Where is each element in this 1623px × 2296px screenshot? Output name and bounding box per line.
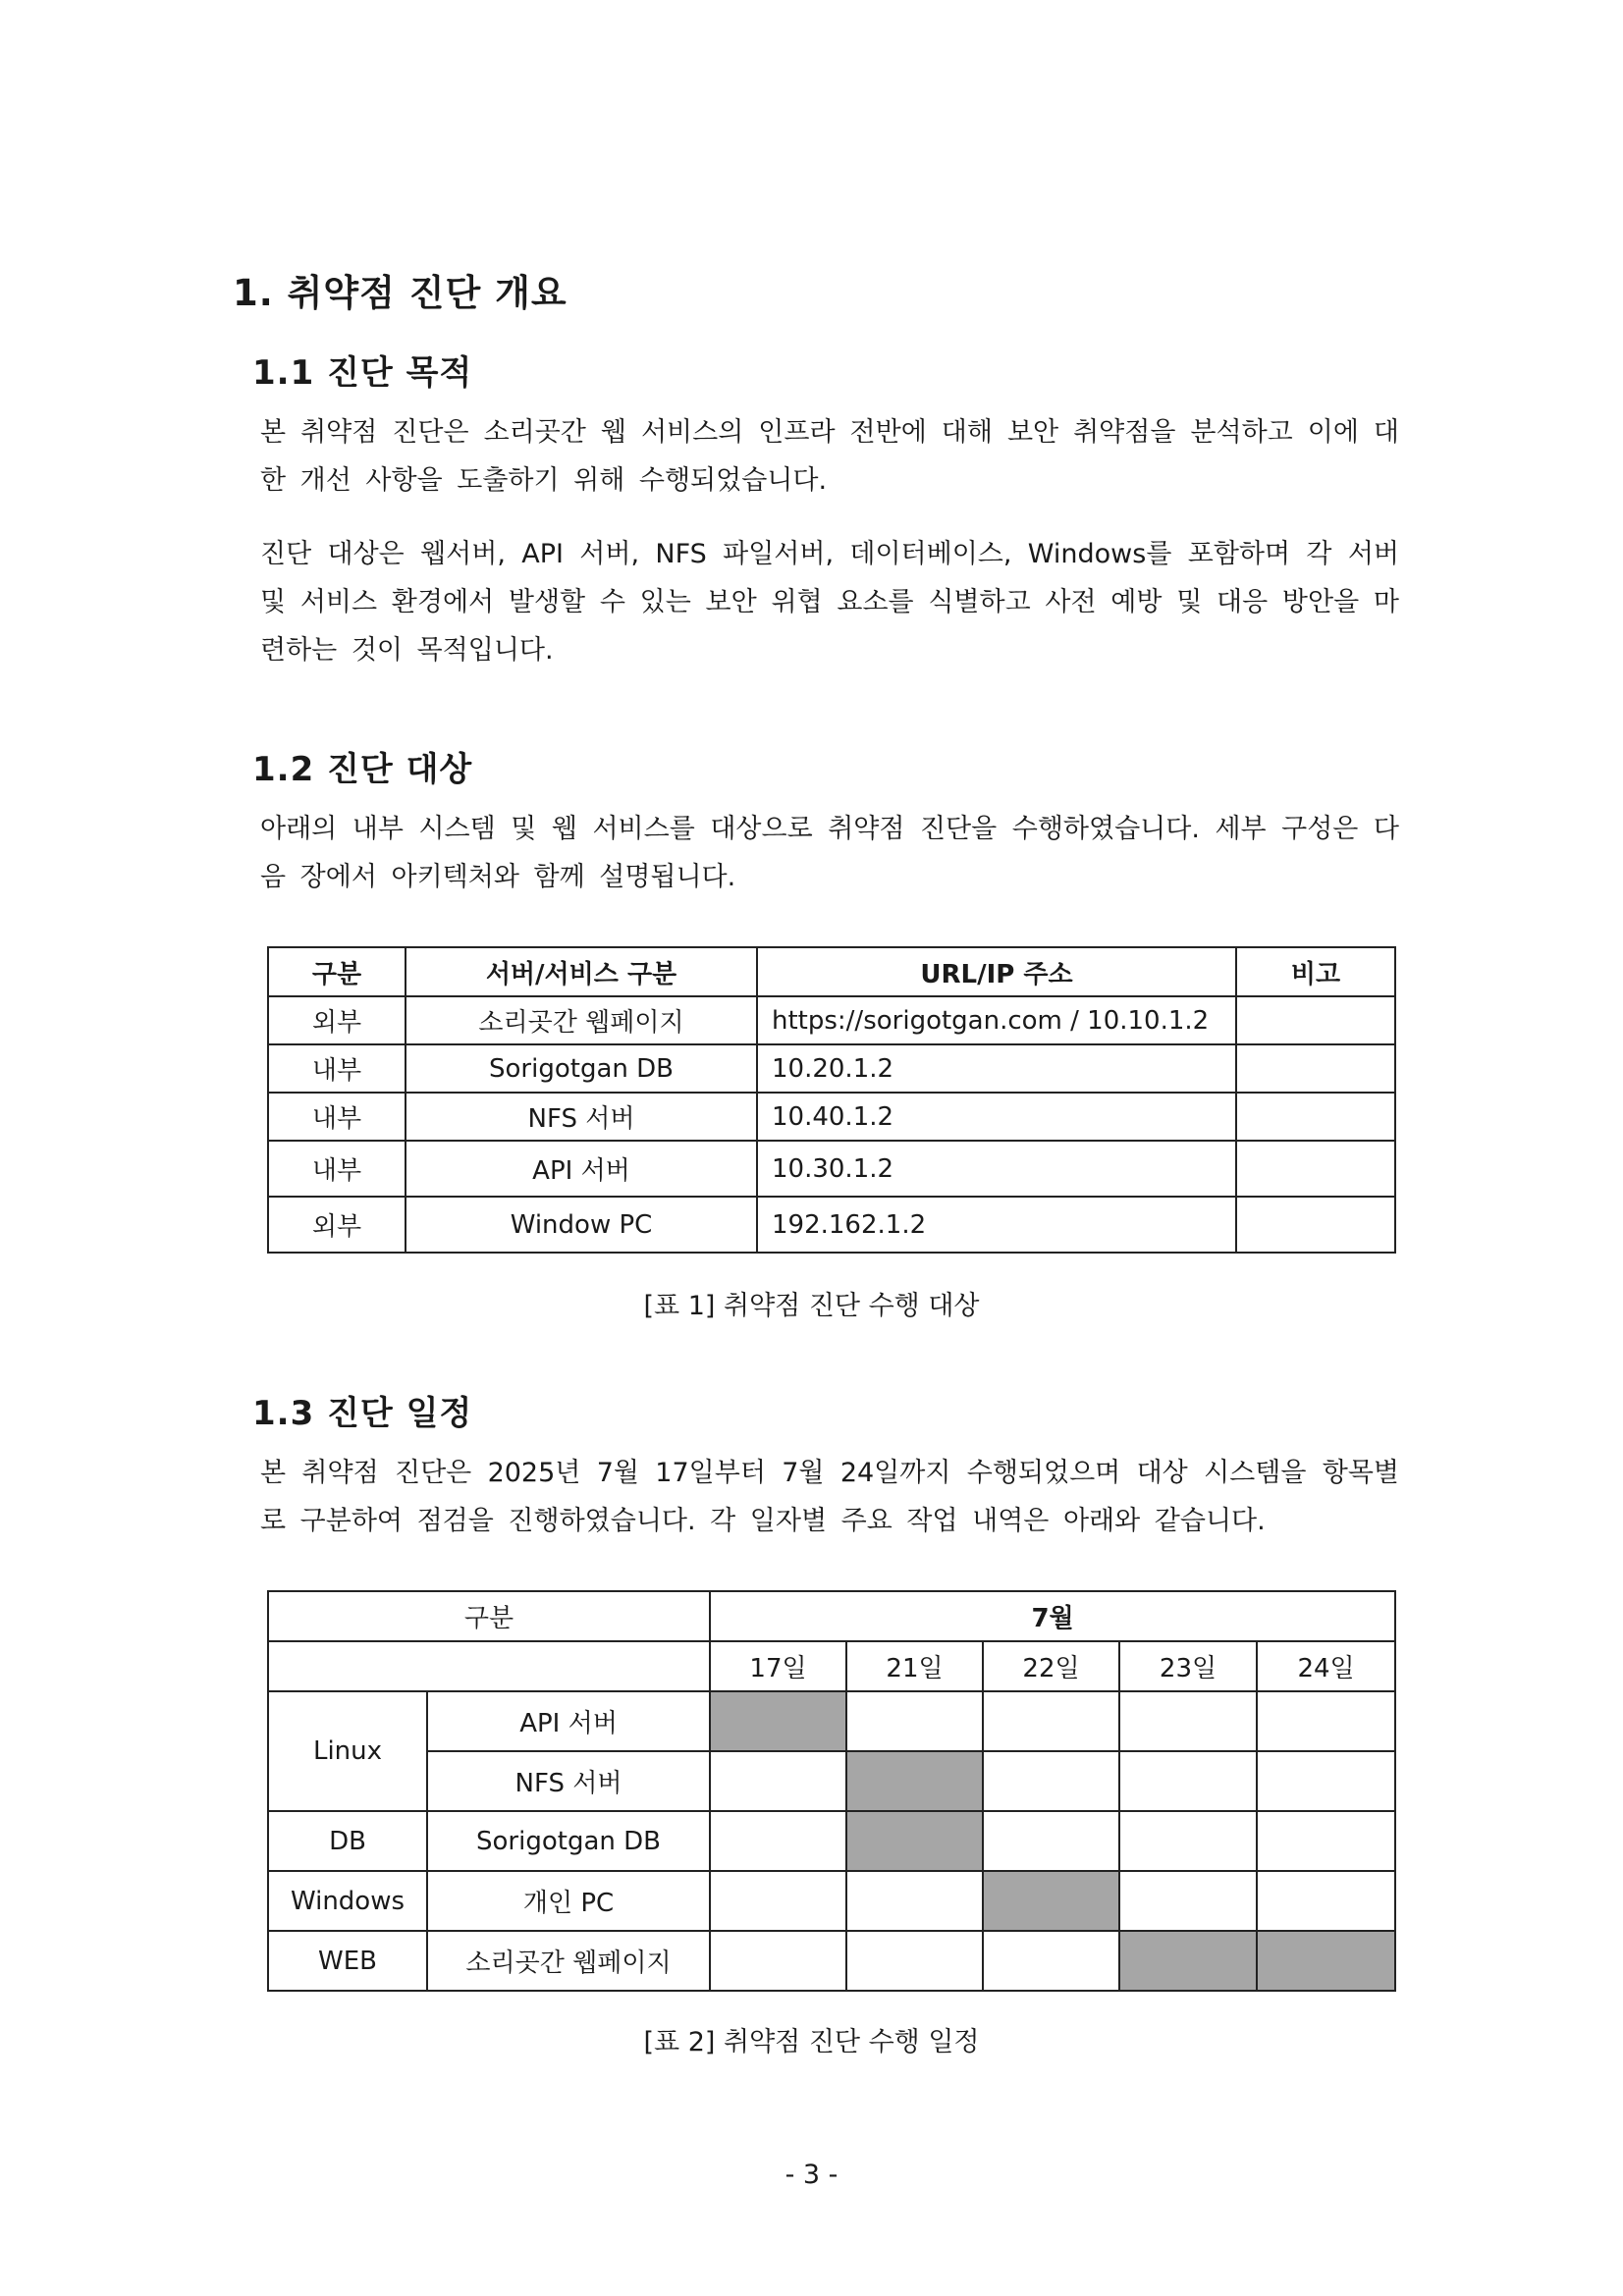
schedule-cell [1257, 1751, 1395, 1811]
schedule-cell [983, 1931, 1119, 1991]
table-row [268, 1093, 1395, 1141]
group-cell: Windows [268, 1871, 427, 1931]
day-cell: 22일 [983, 1641, 1119, 1691]
cell-note [1236, 1093, 1395, 1141]
section-title: 1. 취약점 진단 개요 [233, 272, 568, 314]
target-table [267, 946, 1396, 1254]
day-cell: 24일 [1257, 1641, 1395, 1691]
group-cell: Linux [268, 1691, 427, 1811]
table-caption-2: [표 2] 취약점 진단 수행 일정 [643, 2027, 980, 2057]
schedule-cell [1119, 1751, 1257, 1811]
schedule-row [268, 1931, 1395, 1991]
cell-service: API 서버 [406, 1141, 757, 1197]
schedule-cell [1119, 1931, 1257, 1991]
schedule-cell [710, 1811, 846, 1871]
cell-service: Sorigotgan DB [406, 1044, 757, 1093]
header-url: URL/IP 주소 [757, 947, 1236, 996]
schedule-empty-cell [268, 1641, 710, 1691]
schedule-cell [1119, 1811, 1257, 1871]
cell-category: 외부 [268, 1197, 406, 1253]
cell-service: NFS 서버 [406, 1093, 757, 1141]
schedule-header-category: 구분 [268, 1591, 710, 1641]
cell-category: 외부 [268, 996, 406, 1044]
schedule-cell [710, 1871, 846, 1931]
cell-note [1236, 1141, 1395, 1197]
subsection-title-targets: 1.2 진단 대상 [252, 750, 473, 789]
day-cell: 21일 [846, 1641, 983, 1691]
schedule-cell [1257, 1871, 1395, 1931]
header-note: 비고 [1236, 947, 1395, 996]
schedule-table [267, 1590, 1396, 1992]
schedule-row [268, 1811, 1395, 1871]
cell-url: 10.20.1.2 [757, 1044, 1236, 1093]
schedule-row [268, 1751, 1395, 1811]
cell-url: 10.30.1.2 [757, 1141, 1236, 1197]
item-cell: 개인 PC [427, 1871, 710, 1931]
schedule-cell [710, 1931, 846, 1991]
group-cell: WEB [268, 1931, 427, 1991]
schedule-header-month: 7월 [710, 1591, 1395, 1641]
cell-note [1236, 996, 1395, 1044]
schedule-cell [1257, 1691, 1395, 1751]
schedule-cell [983, 1871, 1119, 1931]
cell-url: 192.162.1.2 [757, 1197, 1236, 1253]
cell-category: 내부 [268, 1044, 406, 1093]
schedule-cell [710, 1751, 846, 1811]
item-cell: Sorigotgan DB [427, 1811, 710, 1871]
schedule-row [268, 1871, 1395, 1931]
header-service: 서버/서비스 구분 [406, 947, 757, 996]
cell-category: 내부 [268, 1093, 406, 1141]
item-cell: 소리곳간 웹페이지 [427, 1931, 710, 1991]
schedule-cell [983, 1811, 1119, 1871]
cell-category: 내부 [268, 1141, 406, 1197]
schedule-cell [1257, 1931, 1395, 1991]
purpose-paragraph-1: 본 취약점 진단은 소리곳간 웹 서비스의 인프라 전반에 대해 보안 취약점을 분석하고 이에 대한 개선 사항을 도출하기 위해 수행되었습니다. [260, 417, 1399, 496]
table-caption-1: [표 1] 취약점 진단 수행 대상 [643, 1291, 980, 1321]
schedule-cell [1119, 1871, 1257, 1931]
schedule-cell [846, 1871, 983, 1931]
schedule-row [268, 1691, 1395, 1751]
schedule-cell [1119, 1691, 1257, 1751]
day-cell: 17일 [710, 1641, 846, 1691]
subsection-title-schedule: 1.3 진단 일정 [252, 1394, 473, 1433]
schedule-cell [983, 1751, 1119, 1811]
schedule-paragraph: 본 취약점 진단은 2025년 7월 17일부터 7월 24일까지 수행되었으며 대상 시스템을 항목별로 구분하여 점검을 진행하였습니다. 각 일자별 주요 작업 내역은 아래와 같습니다. [260, 1458, 1399, 1536]
cell-service: 소리곳간 웹페이지 [406, 996, 757, 1044]
target-table-header [268, 947, 1395, 996]
schedule-header-row [268, 1591, 1395, 1641]
cell-note [1236, 1197, 1395, 1253]
schedule-day-row [268, 1641, 1395, 1691]
schedule-cell [1257, 1811, 1395, 1871]
schedule-cell [846, 1931, 983, 1991]
table-row [268, 996, 1395, 1044]
table-row [268, 1197, 1395, 1253]
day-cell: 23일 [1119, 1641, 1257, 1691]
table-row [268, 1044, 1395, 1093]
group-cell: DB [268, 1811, 427, 1871]
schedule-cell [846, 1811, 983, 1871]
item-cell: NFS 서버 [427, 1751, 710, 1811]
targets-paragraph: 아래의 내부 시스템 및 웹 서비스를 대상으로 취약점 진단을 수행하였습니다. 세부 구성은 다음 장에서 아키텍처와 함께 설명됩니다. [260, 814, 1399, 892]
item-cell: API 서버 [427, 1691, 710, 1751]
cell-note [1236, 1044, 1395, 1093]
page-number: - 3 - [784, 2160, 839, 2190]
cell-service: Window PC [406, 1197, 757, 1253]
schedule-cell [710, 1691, 846, 1751]
table-row [268, 1141, 1395, 1197]
schedule-cell [983, 1691, 1119, 1751]
cell-url: https://sorigotgan.com / 10.10.1.2 [757, 996, 1236, 1044]
purpose-paragraph-2: 진단 대상은 웹서버, API 서버, NFS 파일서버, 데이터베이스, Windows를 포함하며 각 서버 및 서비스 환경에서 발생할 수 있는 보안 위협 요소를 식별하고 사전 예방 및 대응 방안을 마련하는 것이 목적입니다. [260, 539, 1399, 666]
subsection-title-purpose: 1.1 진단 목적 [252, 353, 473, 393]
cell-url: 10.40.1.2 [757, 1093, 1236, 1141]
schedule-cell [846, 1691, 983, 1751]
header-category: 구분 [268, 947, 406, 996]
schedule-cell [846, 1751, 983, 1811]
